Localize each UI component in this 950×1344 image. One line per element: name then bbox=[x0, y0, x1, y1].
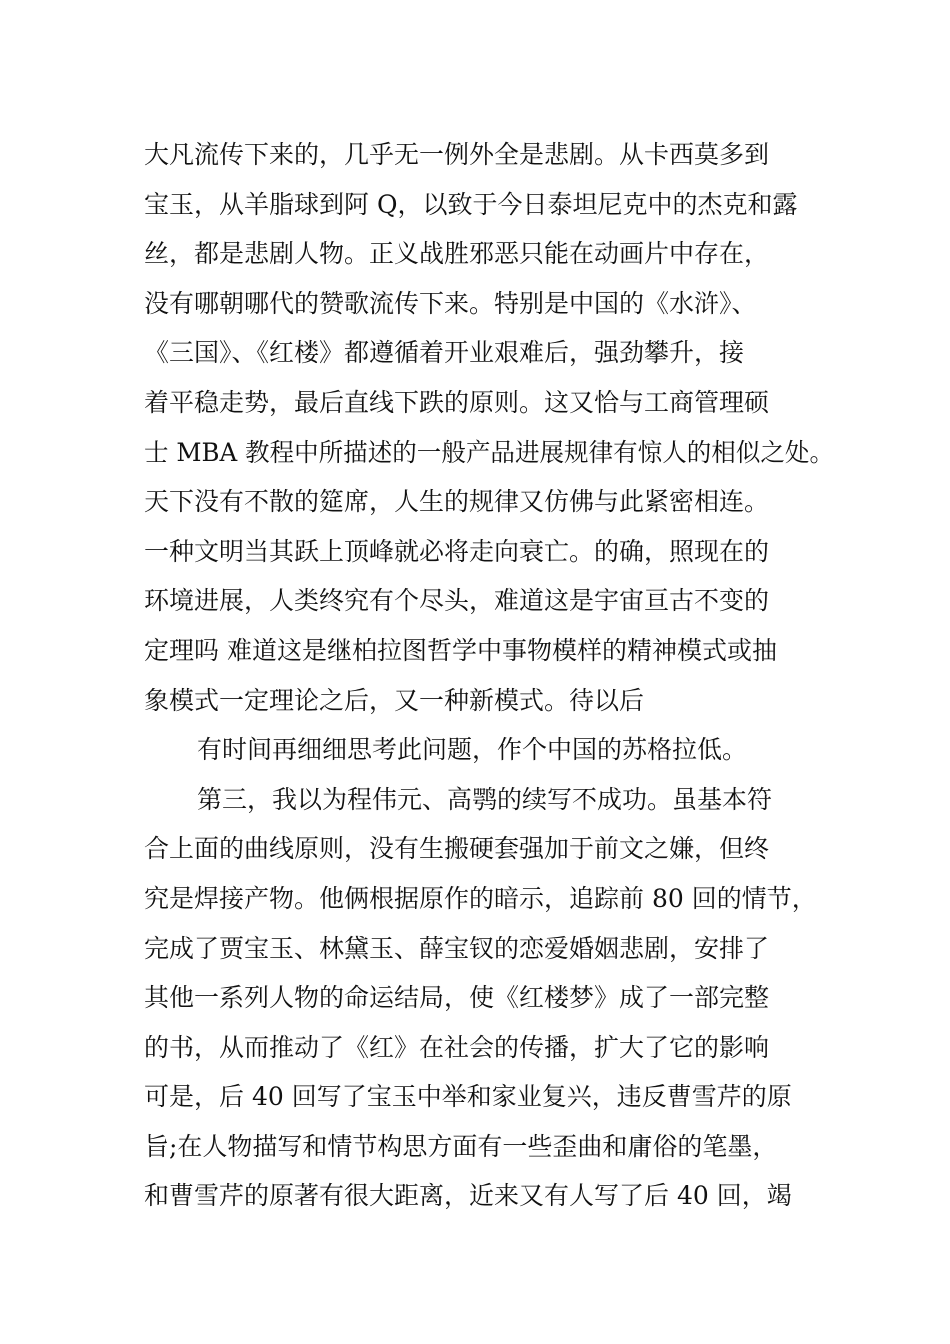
text-line: 的书，从而推动了《红》在社会的传播，扩大了它的影响 bbox=[144, 1032, 770, 1062]
body-text bbox=[144, 130, 834, 1221]
text-line: 第三，我以为程伟元、高鹗的续写不成功。虽基本符 bbox=[197, 784, 773, 814]
text-line: 合上面的曲线原则，没有生搬硬套强加于前文之嫌，但终 bbox=[144, 834, 770, 864]
text-line: 天下没有不散的筵席，人生的规律又仿佛与此紧密相连。 bbox=[144, 487, 770, 517]
text-line: 旨;在人物描写和情节构思方面有一些歪曲和庸俗的笔墨， bbox=[144, 1131, 778, 1161]
text-line: 一种文明当其跃上顶峰就必将走向衰亡。的确，照现在的 bbox=[144, 536, 770, 566]
text-line: 究是焊接产物。他俩根据原作的暗示，追踪前 80 回的情节， bbox=[144, 883, 817, 913]
text-line: 着平稳走势，最后直线下跌的原则。这又恰与工商管理硕 bbox=[144, 387, 770, 417]
text-line: 《三国》、《红楼》都遵循着开业艰难后，强劲攀升，接 bbox=[144, 338, 745, 368]
text-line: 其他一系列人物的命运结局，使《红楼梦》成了一部完整 bbox=[144, 983, 770, 1013]
text-line: 有时间再细细思考此问题，作个中国的苏格拉低。 bbox=[197, 735, 748, 765]
text-line: 可是，后 40 回写了宝玉中举和家业复兴，违反曹雪芹的原 bbox=[144, 1082, 792, 1112]
text-line: 士 MBA 教程中所描述的一般产品进展规律有惊人的相似之处。 bbox=[144, 437, 834, 467]
text-line: 象模式一定理论之后，又一种新模式。待以后 bbox=[144, 685, 645, 715]
text-line: 定理吗 难道这是继柏拉图哲学中事物模样的精神模式或抽 bbox=[144, 635, 777, 665]
text-line: 环境进展，人类终究有个尽头，难道这是宇宙亘古不变的 bbox=[144, 586, 770, 616]
text-line: 宝玉，从羊脂球到阿 Q，以致于今日泰坦尼克中的杰克和露 bbox=[144, 189, 798, 219]
text-line: 没有哪朝哪代的赞歌流传下来。特别是中国的《水浒》、 bbox=[144, 288, 757, 318]
text-line: 和曹雪芹的原著有很大距离，近来又有人写了后 40 回，竭 bbox=[144, 1181, 792, 1211]
text-line: 完成了贾宝玉、林黛玉、薛宝钗的恋爱婚姻悲剧，安排了 bbox=[144, 933, 770, 963]
text-line: 大凡流传下来的，几乎无一例外全是悲剧。从卡西莫多到 bbox=[144, 140, 770, 169]
text-line: 丝，都是悲剧人物。正义战胜邪恶只能在动画片中存在， bbox=[144, 239, 770, 269]
